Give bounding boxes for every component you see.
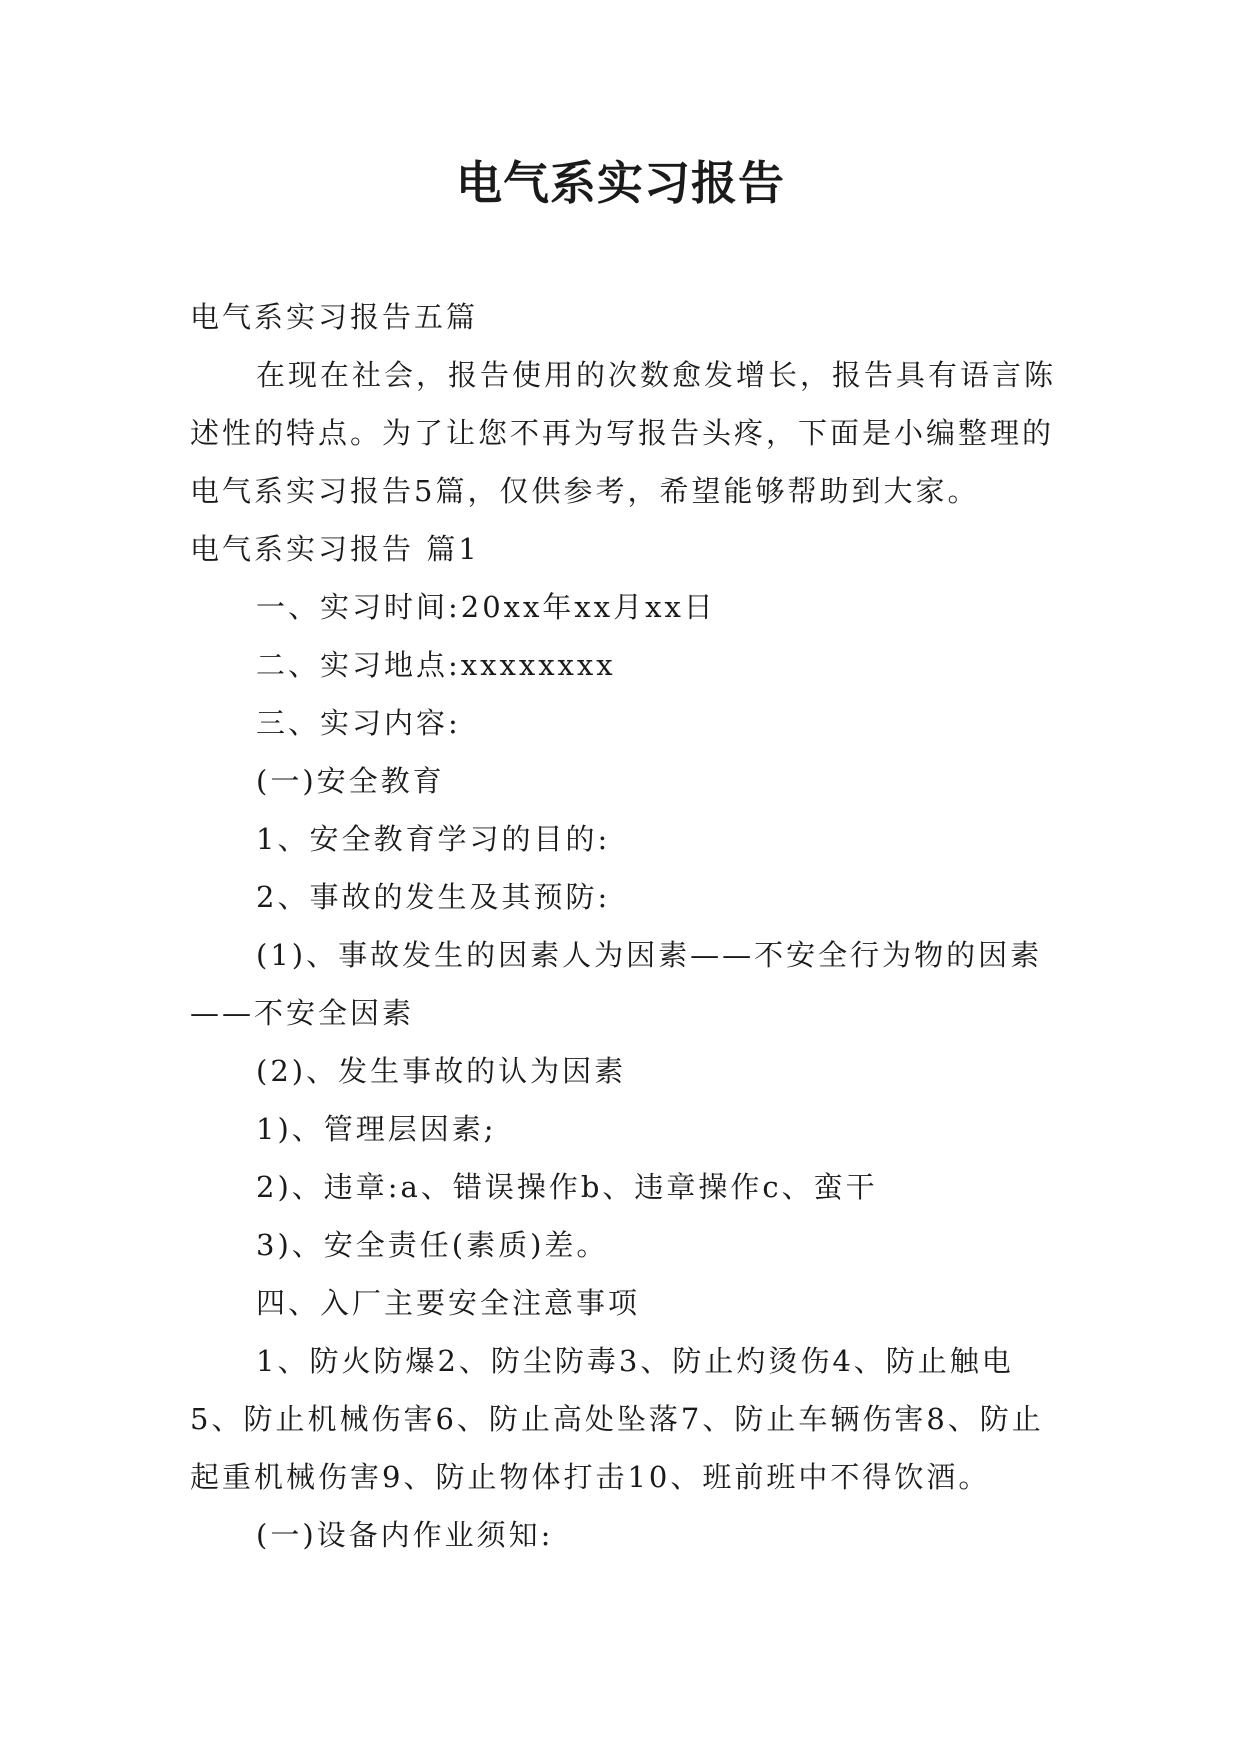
paragraph-equipment-work: (一)设备内作业须知: (256, 1518, 554, 1552)
paragraph-internship-time: 一、实习时间:20xx年xx月xx日 (256, 590, 716, 624)
paragraph-management-factors: 1)、管理层因素; (256, 1112, 497, 1146)
paragraph-safety-education: (一)安全教育 (256, 764, 445, 798)
paragraph-internship-content: 三、实习内容: (256, 706, 461, 740)
paragraph-internship-location: 二、实习地点:xxxxxxxx (256, 648, 616, 682)
paragraph-accident-prevention: 2、事故的发生及其预防: (256, 880, 611, 914)
paragraph-human-factors: (2)、发生事故的认为因素 (256, 1054, 627, 1088)
paragraph-safety-notes: 四、入厂主要安全注意事项 (256, 1286, 641, 1320)
document-title: 电气系实习报告 (456, 156, 785, 210)
paragraph-responsibility: 3)、安全责任(素质)差。 (256, 1228, 609, 1262)
paragraph-education-purpose: 1、安全教育学习的目的: (256, 822, 611, 856)
paragraph-subtitle: 电气系实习报告五篇 (190, 300, 479, 334)
paragraph-safety-list: 1、防火防爆2、防尘防毒3、防止灼烫伤4、防止触电5、防止机械伤害6、防止高处坠落7、防止车辆伤害8、防止起重机械伤害9、防止物体打击10、班前班中不得饮酒。 (190, 1344, 1044, 1494)
paragraph-accident-factors: (1)、事故发生的因素人为因素——不安全行为物的因素——不安全因素 (190, 938, 1043, 1030)
paragraph-violations: 2)、违章:a、错误操作b、违章操作c、蛮干 (256, 1170, 878, 1204)
paragraph-intro: 在现在社会，报告使用的次数愈发增长，报告具有语言陈述性的特点。为了让您不再为写报告头疼，下面是小编整理的电气系实习报告5篇，仅供参考，希望能够帮助到大家。 (190, 358, 1057, 508)
document-body (190, 288, 1058, 1564)
paragraph-section-heading: 电气系实习报告 篇1 (190, 532, 480, 566)
